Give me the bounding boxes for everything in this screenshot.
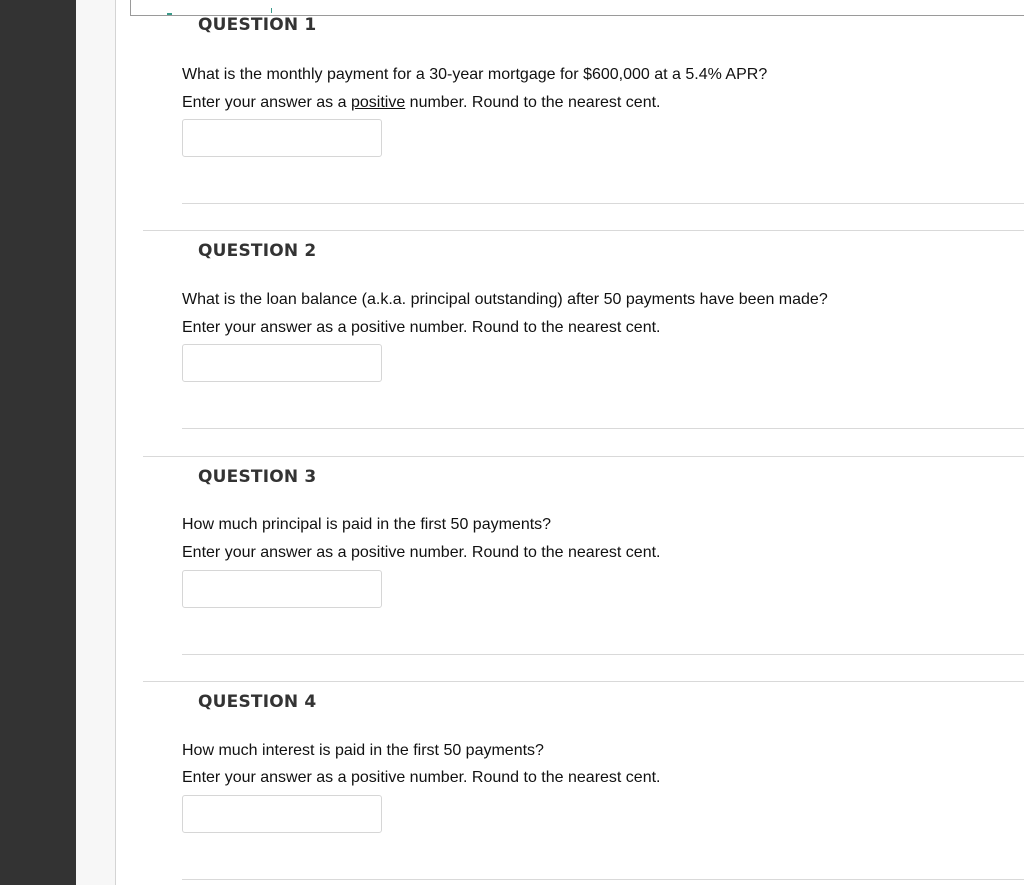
question-3-prompt: How much principal is paid in the first 50 payments? — [182, 516, 552, 533]
question-4-title: QUESTION 4 — [198, 692, 317, 712]
question-2-answer-input[interactable] — [182, 344, 382, 382]
question-2-title: QUESTION 2 — [198, 241, 317, 261]
question-1-prompt: What is the monthly payment for a 30-year mortgage for $600,000 at a 5.4% APR? — [182, 66, 768, 83]
question-4-prompt: How much interest is paid in the first 50 payments? — [182, 742, 544, 759]
question-4-answer-input[interactable] — [182, 795, 382, 833]
instruction-text: number. Round to the nearest cent. — [405, 94, 661, 111]
clipped-link-mark — [271, 8, 272, 13]
question-3-instruction: Enter your answer as a positive number. Round to the nearest cent. — [182, 544, 661, 561]
question-3-divider — [182, 654, 1024, 655]
left-navigation-rail — [0, 0, 76, 885]
question-1-divider — [182, 203, 1024, 204]
previous-section-frame — [130, 0, 1024, 16]
question-2-instruction: Enter your answer as a positive number. Round to the nearest cent. — [182, 319, 661, 336]
question-2-prompt: What is the loan balance (a.k.a. principal outstanding) after 50 payments have been made? — [182, 291, 828, 308]
question-2-divider — [182, 428, 1024, 429]
question-1-instruction — [182, 94, 661, 112]
question-4-divider — [182, 879, 1024, 880]
clipped-link-mark — [167, 13, 172, 15]
instruction-emphasis: positive — [350, 94, 406, 111]
instruction-text: Enter your answer as a — [182, 94, 351, 111]
question-separator — [143, 230, 1024, 231]
question-separator — [143, 681, 1024, 682]
question-separator — [143, 456, 1024, 457]
left-gutter — [76, 0, 116, 885]
question-1-title: QUESTION 1 — [198, 15, 317, 35]
question-4-instruction: Enter your answer as a positive number. Round to the nearest cent. — [182, 769, 661, 786]
question-3-answer-input[interactable] — [182, 570, 382, 608]
question-3-title: QUESTION 3 — [198, 467, 317, 487]
question-1-answer-input[interactable] — [182, 119, 382, 157]
